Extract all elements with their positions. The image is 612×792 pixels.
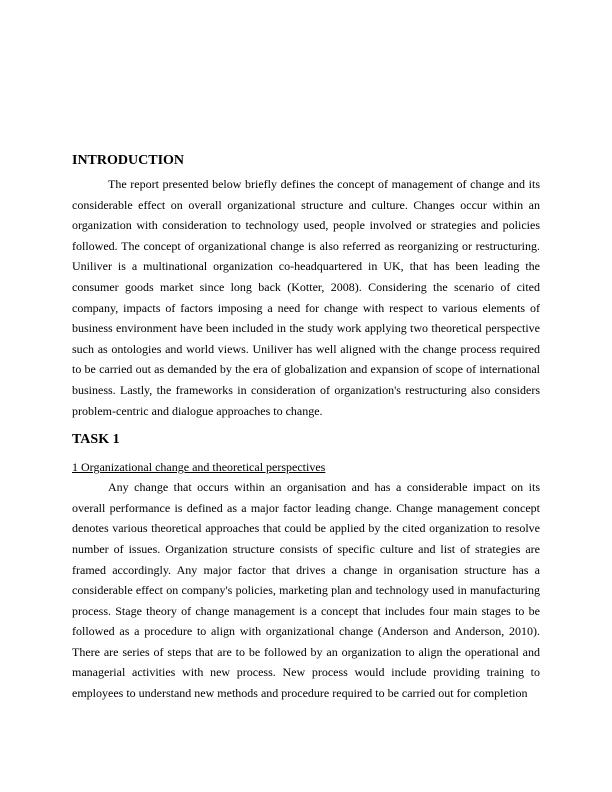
task1-heading: TASK 1 (72, 432, 120, 448)
introduction-paragraph: The report presented below briefly defines the concept of management of change and its considerable effect on overall organizational structure and culture. Changes occur within an organization with consideration to technology used, people involved or strategies and policies followed. The concept of organizational change is also referred as reorganizing or restructuring. Uniliver is a multinational organization co-headquartered in UK, that has been leading the consumer goods market since long back (Kotter, 2008). Considering the scenario of cited company, impacts of factors imposing a need for change with respect to various elements of business environment have been included in the study work applying two theoretical perspective such as ontologies and world views. Uniliver has well aligned with the change process required to be carried out as demanded by the era of globalization and expansion of scope of international business. Lastly, the frameworks in consideration of organization's restructuring also considers problem-centric and dialogue approaches to change. (72, 177, 540, 418)
task1-subheading (72, 457, 540, 477)
document-page (72, 152, 540, 704)
introduction-heading: INTRODUCTION (72, 153, 185, 168)
task1-paragraph: Any change that occurs within an organisation and has a considerable impact on its overall performance is defined as a major factor leading change. Change management concept denotes various theoretical approaches that could be applied by the cited organization to resolve number of issues. Organization structure consists of specific culture and list of strategies are framed accordingly. Any major factor that drives a change in organisation structure has a considerable effect on company's policies, marketing plan and technology used in manufacturing process. Stage theory of change management is a concept that includes four main stages to be followed as a procedure to align with organizational change (Anderson and Anderson, 2010). There are series of steps that are to be followed by an organization to align the operational and managerial activities with new process. New process would include providing training to employees to understand new methods and procedure required to be carried out for completion (72, 480, 540, 701)
task1-subheading-text: 1 Organizational change and theoretical perspectives (72, 460, 326, 475)
